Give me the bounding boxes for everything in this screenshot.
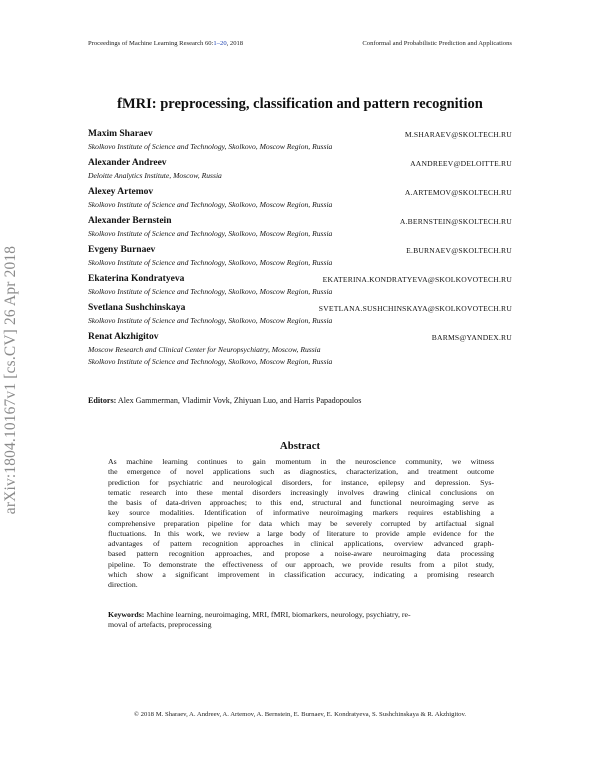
abstract-line: advantages of pattern recognition approaches in clinical applications, overview advanced graph- [108,539,494,548]
page-range-link[interactable]: 1–20 [213,40,227,47]
author-affiliation: Skolkovo Institute of Science and Technology, Skolkovo, Moscow Region, Russia [88,287,333,296]
author-name: Alexander Andreev [88,158,167,168]
author-entry [88,332,512,374]
abstract-body [108,457,494,590]
author-affiliation: Skolkovo Institute of Science and Technology, Skolkovo, Moscow Region, Russia [88,316,333,325]
running-header-right: Conformal and Probabilistic Prediction and Applications [362,40,512,47]
author-affiliation: Deloitte Analytics Institute, Moscow, Russia [88,171,222,180]
author-email[interactable]: A.BERNSTEIN@SKOLTECH.RU [399,217,512,226]
abstract-line: As machine learning continues to gain momentum in the neuroscience community, we witness [108,457,494,466]
keywords-block [108,610,494,630]
author-email[interactable]: A.ARTEMOV@SKOLTECH.RU [404,188,512,197]
author-entry [88,129,512,158]
abstract-line: the emergence of novel applications such as diagnostics, characterization, and treatment outcome [108,467,494,477]
editors-names: Alex Gammerman, Vladimir Vovk, Zhiyuan Luo, and Harris Papadopoulos [117,396,362,405]
abstract-line: prediction for psychiatric and neurological disorders, for instance, epilepsy and depression. Sys- [108,477,494,487]
proceedings-year: , 2018 [226,40,244,47]
author-email[interactable]: BARMS@YANDEX.RU [431,333,512,342]
author-name: Renat Akzhigitov [88,332,159,342]
abstract-line: direction. [108,580,138,589]
author-list [88,129,512,374]
author-email[interactable]: E.BURNAEV@SKOLTECH.RU [406,246,512,255]
author-name: Evgeny Burnaev [88,245,156,255]
keywords-label: Keywords: [108,610,145,619]
editors-line [88,396,361,405]
author-entry [88,303,512,332]
keywords-text: Machine learning, neuroimaging, MRI, fMRI, biomarkers, neurology, psychiatry, re- [146,610,411,619]
author-email[interactable]: SVETLANA.SUSHCHINSKAYA@SKOLKOVOTECH.RU [318,304,512,313]
author-entry [88,274,512,303]
abstract-line: pipeline. To demonstrate the effectiveness of our approach, we provide results from a pilot study, [108,559,494,569]
author-affiliation: Skolkovo Institute of Science and Technology, Skolkovo, Moscow Region, Russia [88,258,333,267]
author-name: Maxim Sharaev [88,129,153,139]
abstract-line: the basis of data-driven approaches; to this end, structural and functional neuroimaging serve as [108,498,494,507]
proceedings-label: Proceedings of Machine Learning Research 60: [88,40,214,47]
arxiv-stamp [3,215,19,545]
author-entry [88,245,512,274]
author-name: Alexander Bernstein [88,216,172,226]
paper-title: fMRI: preprocessing, classification and pattern recognition [117,96,483,112]
author-name: Alexey Artemov [88,187,154,197]
keywords-text-continued: moval of artefacts, preprocessing [108,620,212,630]
abstract-line: tematic research into these mental disorders increasingly involves drawing clinical conclusions on [108,487,494,497]
abstract-heading: Abstract [279,440,321,452]
abstract-line: fluctuations. In this work, we review a large body of literature to provide ample evidence for the [108,528,494,538]
author-name: Svetlana Sushchinskaya [88,303,186,313]
author-entry [88,158,512,187]
arxiv-stamp-text: arXiv:1804.10167v1 [cs.CV] 26 Apr 2018 [2,245,19,515]
author-email[interactable]: AANDREEV@DELOITTE.RU [410,159,512,168]
abstract-line: comprehensive preparation pipeline for data which may be severely corrupted by artifactual signal [108,518,494,528]
abstract-line: which show a significant improvement in classification accuracy, indicating a promising research [108,569,494,579]
author-email[interactable]: EKATERINA.KONDRATYEVA@SKOLKOVOTECH.RU [322,275,512,284]
editors-label: Editors: [88,396,117,405]
author-name: Ekaterina Kondratyeva [88,274,185,284]
author-email[interactable]: M.SHARAEV@SKOLTECH.RU [404,130,512,139]
author-affiliation: Skolkovo Institute of Science and Technology, Skolkovo, Moscow Region, Russia [88,229,333,238]
author-affiliation: Skolkovo Institute of Science and Technology, Skolkovo, Moscow Region, Russia [88,357,333,366]
copyright-footer: © 2018 M. Sharaev, A. Andreev, A. Artemov, A. Bernstein, E. Burnaev, E. Kondratyeva, S. Sushchinskaya & R. Akzhigitov. [133,711,467,718]
author-entry [88,216,512,245]
abstract-line: key source modalities. Identification of informative neuroimaging markers requires establishing a [108,508,494,518]
author-affiliation: Skolkovo Institute of Science and Technology, Skolkovo, Moscow Region, Russia [88,200,333,209]
author-entry [88,187,512,216]
running-header-left [88,40,243,47]
author-affiliation: Moscow Research and Clinical Center for Neuropsychiatry, Moscow, Russia [88,345,321,354]
author-affiliation: Skolkovo Institute of Science and Technology, Skolkovo, Moscow Region, Russia [88,142,333,151]
abstract-line: based pattern recognition approaches, and propose a noise-aware neuroimaging data processing [108,549,494,559]
